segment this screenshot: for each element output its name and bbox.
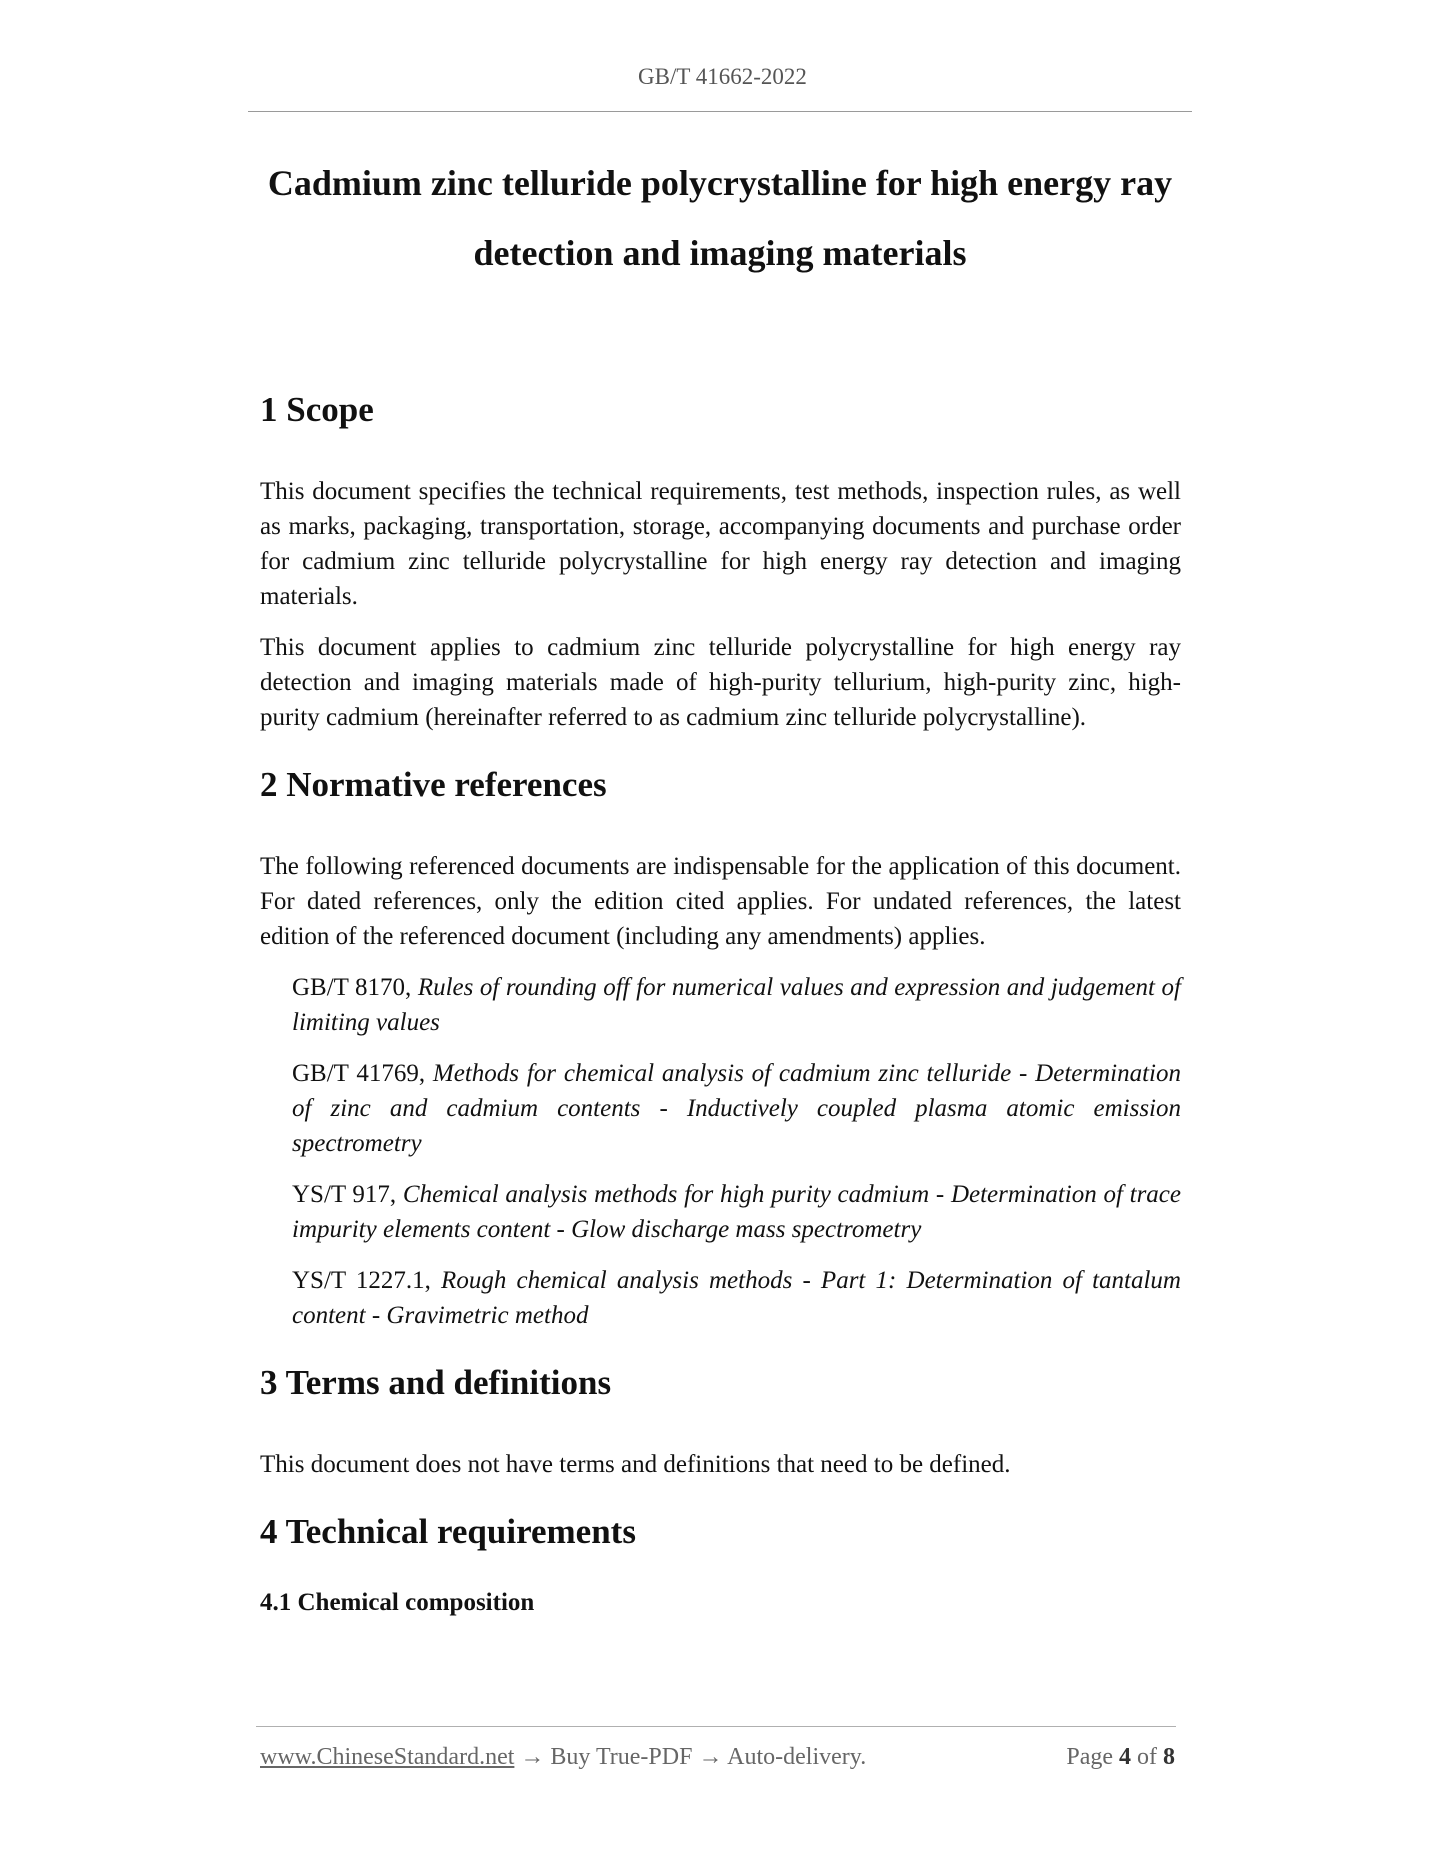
reference-code: GB/T 41769,: [292, 1060, 433, 1087]
page-label: Page: [1066, 1744, 1113, 1770]
reference-code: YS/T 917,: [292, 1181, 403, 1208]
reference-title: Rules of rounding off for numerical values and expression and judgement of limiting values: [292, 974, 1181, 1036]
reference-title: Rough chemical analysis methods - Part 1: Determination of tantalum content - Gravimetric method: [292, 1267, 1181, 1329]
reference-code: YS/T 1227.1,: [292, 1267, 442, 1294]
reference-item: [292, 970, 1181, 1040]
auto-delivery-text: Auto-delivery.: [727, 1744, 867, 1770]
document-title: [248, 148, 1192, 288]
normative-intro-paragraph: The following referenced documents are indispensable for the application of this document. For dated references, only the edition cited applies. For undated references, the latest edition of the referenced document (including any amendments) applies.: [260, 853, 1181, 950]
reference-title: Methods for chemical analysis of cadmium zinc telluride - Determination of zinc and cadmium contents - Inductively coupled plasma atomic emission spectrometry: [292, 1060, 1181, 1157]
section-heading-normative-references: 2 Normative references: [260, 765, 607, 804]
document-title-line-2: detection and imaging materials: [473, 233, 967, 273]
document-title-line-1: Cadmium zinc telluride polycrystalline for high energy ray: [267, 163, 1173, 203]
reference-item: [292, 1056, 1181, 1161]
reference-code: GB/T 8170,: [292, 974, 418, 1001]
page-indicator: [1066, 1744, 1175, 1771]
of-label: of: [1137, 1744, 1157, 1770]
standard-code-header: GB/T 41662-2022: [638, 64, 807, 89]
scope-paragraph: This document specifies the technical requirements, test methods, inspection rules, as well as marks, packaging, transportation, storage, accompanying documents and purchase order for cadmium zinc telluride polycrystalline for high energy ray detection and imaging materials.: [260, 478, 1181, 610]
section-heading-scope: 1 Scope: [260, 390, 374, 429]
arrow-right-icon: →: [520, 1744, 545, 1770]
reference-item: [292, 1177, 1181, 1247]
reference-title: Chemical analysis methods for high purity cadmium - Determination of trace impurity elements content - Glow discharge mass spectrometry: [292, 1181, 1181, 1243]
header-divider: [248, 111, 1192, 112]
buy-pdf-text: Buy True-PDF: [550, 1744, 693, 1770]
total-page-count: 8: [1163, 1744, 1175, 1770]
terms-paragraph: This document does not have terms and definitions that need to be defined.: [260, 1451, 1011, 1478]
site-link[interactable]: www.ChineseStandard.net: [260, 1744, 515, 1770]
footer-promo: [260, 1744, 866, 1771]
scope-paragraph: This document applies to cadmium zinc telluride polycrystalline for high energy ray detection and imaging materials made of high-purity tellurium, high-purity zinc, high-purity cadmium (hereinafter referred to as cadmium zinc telluride polycrystalline).: [260, 634, 1181, 731]
document-body: [260, 386, 1181, 1620]
current-page-number: 4: [1119, 1744, 1131, 1770]
subsection-heading-chemical-composition: 4.1 Chemical composition: [260, 1589, 535, 1616]
section-heading-technical-requirements: 4 Technical requirements: [260, 1512, 636, 1551]
section-heading-terms-and-definitions: 3 Terms and definitions: [260, 1363, 612, 1402]
reference-item: [292, 1263, 1181, 1333]
arrow-right-icon: →: [698, 1744, 723, 1770]
footer-divider: [256, 1726, 1176, 1727]
page-footer: [260, 1744, 1175, 1776]
